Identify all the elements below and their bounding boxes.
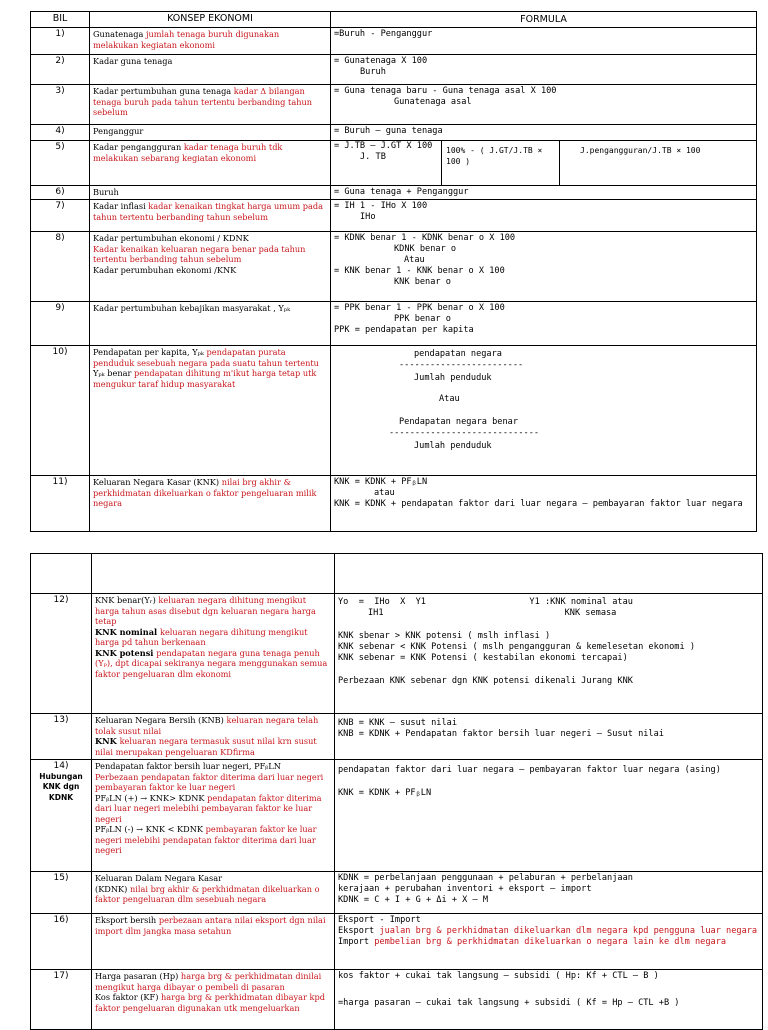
concept-definition: keluaran negara telah tolak susut nilai xyxy=(95,715,319,736)
formula-line: Jumlah penduduk xyxy=(414,373,492,383)
concept-cell xyxy=(92,714,335,760)
concept-term: (KDNK) xyxy=(95,883,130,894)
table-row xyxy=(31,141,757,186)
formula-cell xyxy=(331,141,757,186)
formula-line: Jumlah penduduk xyxy=(414,441,492,451)
concept-definition: harga brg & perkhidmatan dibayar kpd faktor pengeluaran digunakan utk mengeluarkan xyxy=(95,992,325,1013)
concept-cell xyxy=(92,914,335,970)
concept-cell xyxy=(90,141,331,186)
table-row xyxy=(31,232,757,302)
row-number: 4) xyxy=(31,125,90,141)
formula-part-a xyxy=(331,141,442,185)
concept-cell xyxy=(90,125,331,141)
concept-term: Keluaran Dalam Negara Kasar xyxy=(95,873,223,883)
formula-line: KNK = KDNK + PFᵦLN xyxy=(334,477,428,487)
table-row xyxy=(31,186,757,200)
header-bil: BIL xyxy=(31,12,90,28)
concept-definition: pendapatan purata penduduk sesebuah negara pada suatu tahun tertentu xyxy=(93,347,319,368)
import-definition: pembelian brg & perkhidmatan dikeluarkan o negara lain ke dlm negara xyxy=(374,937,727,947)
row-number: 8) xyxy=(31,232,90,302)
concept-definition: nilai brg akhir & perkhidmatan dikeluarkan o faktor pengeluaran milik negara xyxy=(93,477,317,508)
concept-definition: harga brg & perkhidmatan dinilai mengikut harga dibayar o pembeli di pasaran xyxy=(95,971,322,992)
formula-line: = KDNK benar 1 - KDNK benar o X 100 xyxy=(334,233,516,243)
table-row xyxy=(31,914,763,970)
formula-denominator: KDNK benar o xyxy=(394,244,457,254)
formula-line: Yo = IHo X Y1 Y1 :KNK nominal atau xyxy=(338,597,633,607)
formula-line: = J.TB – J.GT X 100 xyxy=(334,141,433,151)
formula-denominator: Buruh xyxy=(360,67,386,77)
formula-cell xyxy=(331,55,757,85)
concept-term: PFᵦLN (-) → KNK < KDNK xyxy=(95,824,206,834)
formula-part-b xyxy=(442,141,560,185)
concept-term: PFᵦLN (+) → KNK> KDNK xyxy=(95,792,208,803)
formula-cell xyxy=(331,232,757,302)
row-number: 5) xyxy=(31,141,90,186)
row-number: 1) xyxy=(31,28,90,55)
formula-part-c xyxy=(560,141,756,185)
header-konsep: KONSEP EKONOMI xyxy=(90,12,331,28)
table-row xyxy=(31,594,763,714)
formula-divider: ------------------------ xyxy=(399,360,524,370)
concept-definition: keluaran negara dihitung mengikut harga pd tahun berkenaan xyxy=(95,626,308,647)
formula-line: KNK sebenar = KNK Potensi ( kestabilan ekonomi tercapai) xyxy=(338,653,628,663)
concept-term: KNK benar(Yᵣ) xyxy=(95,595,159,605)
concept-cell xyxy=(92,970,335,1030)
concept-term: Gunatenaga xyxy=(93,29,146,39)
formula-line: = PPK benar 1 - PPK benar o X 100 xyxy=(334,303,505,313)
formula-denominator: IH1 KNK semasa xyxy=(368,608,617,618)
concept-cell xyxy=(90,476,331,532)
table-row xyxy=(31,872,763,914)
row-number: 12) xyxy=(31,594,92,714)
concept-term: Buruh xyxy=(93,187,119,197)
formula-denominator: PPK benar o xyxy=(394,314,451,324)
formula-line: KDNK = perbelanjaan penggunaan + pelaburan + perbelanjaan xyxy=(338,873,633,883)
table-row xyxy=(31,200,757,232)
formula-line: = Buruh – guna tenaga xyxy=(334,126,443,136)
export-definition: jualan brg & perkhidmatan dikeluarkan dlm negara kpd pengguna luar negara xyxy=(379,926,758,936)
formula-line: KNB = KDNK + Pendapatan faktor bersih luar negeri – Susut nilai xyxy=(338,729,664,739)
formula-line: = Gunatenaga X 100 xyxy=(334,56,428,66)
formula-line: Eksport - Import xyxy=(338,915,421,925)
concept-cell xyxy=(92,594,335,714)
formula-cell xyxy=(331,346,757,476)
formula-denominator: J. TB xyxy=(360,152,386,162)
concept-term: KNK potensi xyxy=(95,647,157,658)
row-number: 15) xyxy=(31,872,92,914)
formula-denominator: KNK benar o xyxy=(394,277,451,287)
concept-definition: pembayaran faktor ke luar negeri melebihi pendapatan faktor diterima dari luar negeri xyxy=(95,824,317,855)
import-label: Import xyxy=(338,937,375,947)
concept-term: Kadar pertumbuhan ekonomi / KDNK xyxy=(93,233,249,243)
formula-line: Perbezaan KNK sebenar dgn KNK potensi dikenali Jurang KNK xyxy=(338,676,633,686)
concept-cell xyxy=(90,302,331,346)
row-number: 7) xyxy=(31,200,90,232)
concept-term: Kadar pertumbuhan guna tenaga xyxy=(93,86,234,96)
concept-term-2: Yₚₖ benar xyxy=(93,368,135,378)
concept-term: Kadar pertumbuhan kebajikan masyarakat , Yₚₖ xyxy=(93,303,291,313)
concept-definition: keluaran negara dihitung mengikut harga tahun asas disebut dgn keluaran negara harga tetap xyxy=(95,595,316,626)
row-number: 2) xyxy=(31,55,90,85)
formula-cell xyxy=(335,594,763,714)
export-label: Eksport xyxy=(338,926,380,936)
formula-line: J.pengangguran/J.TB × 100 xyxy=(580,146,701,155)
formula-line: KNK sbenar > KNK potensi ( mslh inflasi ) xyxy=(338,631,551,641)
formula-line: KNK = KDNK + pendapatan faktor dari luar negara – pembayaran faktor luar negara xyxy=(334,499,743,509)
formula-cell xyxy=(335,760,763,872)
concept-cell xyxy=(90,55,331,85)
formula-line: kerajaan + perubahan inventori + eksport – import xyxy=(338,884,592,894)
header-row xyxy=(31,12,757,28)
concept-term: Keluaran Negara Kasar (KNK) xyxy=(93,477,222,487)
table-row xyxy=(31,476,757,532)
formula-denominator: IHo xyxy=(360,212,376,222)
table-row xyxy=(31,55,757,85)
table-row xyxy=(31,302,757,346)
row-number: 3) xyxy=(31,85,90,125)
concept-cell xyxy=(90,232,331,302)
concept-term: Kadar pengangguran xyxy=(93,142,184,152)
formula-table-1 xyxy=(30,11,757,532)
formula-line: KNB = KNK – susut nilai xyxy=(338,718,457,728)
formula-line: = Guna tenaga baru - Guna tenaga asal X 100 xyxy=(334,86,557,96)
concept-cell xyxy=(92,760,335,872)
header-formula: FORMULA xyxy=(331,12,757,28)
formula-cell xyxy=(331,476,757,532)
concept-definition: pendapatan negara guna tenaga penuh (Yₚ), dpt dicapai sekiranya negara menggunakan semua faktor pengeluaran dlm ekonomi xyxy=(95,647,328,679)
concept-term: Keluaran Negara Bersih (KNB) xyxy=(95,715,227,725)
concept-definition: perbezaan antara nilai eksport dgn nilai import dlm jangka masa setahun xyxy=(95,915,326,936)
concept-cell xyxy=(92,872,335,914)
row-number: 6) xyxy=(31,186,90,200)
concept-definition: kadar kenaikan tingkat harga umum pada tahun tertentu berbanding tahun sebelum xyxy=(93,201,323,222)
concept-term: Kos faktor (KF) xyxy=(95,992,162,1002)
formula-cell xyxy=(331,28,757,55)
formula-cell xyxy=(331,125,757,141)
concept-term: Penganggur xyxy=(93,126,144,136)
concept-cell xyxy=(90,186,331,200)
concept-term: KNK xyxy=(95,736,120,746)
formula-line: = Guna tenaga + Penganggur xyxy=(334,187,469,197)
concept-term: Pendapatan per kapita, Yₚₖ xyxy=(93,347,207,357)
formula-table-2 xyxy=(30,553,763,1030)
formula-cell xyxy=(331,200,757,232)
formula-line: KNK sebenar < KNK Potensi ( mslh pengangguran & kemelesetan ekonomi ) xyxy=(338,642,695,652)
table-row xyxy=(31,714,763,760)
formula-line: =harga pasaran – cukai tak langsung + subsidi ( Kf = Hp – CTL +B ) xyxy=(338,998,680,1008)
formula-line: 100% - ( J.GT/J.TB × 100 ) xyxy=(446,146,543,166)
formula-line: =Buruh - Penganggur xyxy=(334,29,433,39)
concept-definition: kadar tenaga buruh tdk melakukan sebarang kegiatan ekonomi xyxy=(93,142,283,163)
concept-term-2: Kadar perumbuhan ekonomi /KNK xyxy=(93,264,237,275)
concept-term: KNK nominal xyxy=(95,626,160,637)
formula-line: pendapatan negara xyxy=(414,349,502,359)
concept-definition: kadar Δ bilangan tenaga buruh pada tahun tertentu berbanding tahun sebelum xyxy=(93,86,313,117)
formula-or: Atau xyxy=(439,394,460,404)
formula-line: KNK = KDNK + PFᵦLN xyxy=(338,788,432,798)
formula-line: = KNK benar 1 - KNK benar o X 100 xyxy=(334,266,505,276)
table-row xyxy=(31,970,763,1030)
row-number: 10) xyxy=(31,346,90,476)
relation-label: Hubungan KNK dgn KDNK xyxy=(39,771,83,802)
row-number: 13) xyxy=(31,714,92,760)
concept-definition: nilai brg akhir & perkhidmatan dikeluarkan o faktor pengeluaran dlm sesebuah negara xyxy=(95,883,320,904)
row-number: 9) xyxy=(31,302,90,346)
row-number: 11) xyxy=(31,476,90,532)
concept-definition: pendapatan faktor diterima dari luar negeri melebihi pembayaran faktor ke luar negeri xyxy=(95,792,322,824)
blank-cell xyxy=(31,554,92,594)
formula-cell xyxy=(331,85,757,125)
blank-header-row xyxy=(31,554,763,594)
table-row xyxy=(31,28,757,55)
row-number-cell xyxy=(31,760,92,872)
concept-definition: Perbezaan pendapatan faktor diterima dari luar negeri pembayaran faktor ke luar negeri xyxy=(95,771,324,792)
formula-cell xyxy=(335,714,763,760)
row-number: 14) xyxy=(53,761,69,771)
blank-cell xyxy=(335,554,763,594)
formula-cell xyxy=(335,914,763,970)
table-row xyxy=(31,346,757,476)
concept-term: Kadar guna tenaga xyxy=(93,56,173,66)
blank-cell xyxy=(92,554,335,594)
formula-cell xyxy=(335,872,763,914)
formula-cell xyxy=(331,302,757,346)
table-row xyxy=(31,85,757,125)
concept-definition-2: pendapatan dihitung m'ikut harga tetap utk mengukur taraf hidup masyarakat xyxy=(93,368,317,389)
formula-or: Atau xyxy=(404,255,425,265)
formula-note: PPK = pendapatan per kapita xyxy=(334,325,474,335)
row-number: 17) xyxy=(31,970,92,1030)
concept-cell xyxy=(90,200,331,232)
concept-term: Eksport bersih xyxy=(95,915,159,925)
concept-definition: jumlah tenaga buruh digunakan melakukan kegiatan ekonomi xyxy=(93,29,280,50)
formula-divider: ----------------------------- xyxy=(389,428,540,438)
concept-term: Kadar inflasi xyxy=(93,201,149,211)
concept-term: Harga pasaran (Hp) xyxy=(95,971,181,981)
formula-denominator: Gunatenaga asal xyxy=(394,97,472,107)
table-row xyxy=(31,125,757,141)
concept-definition: Kadar kenaikan keluaran negara benar pada tahun tertentu berbanding tahun sebelum xyxy=(93,243,306,264)
formula-line: pendapatan faktor dari luar negara – pembayaran faktor luar negara (asing) xyxy=(338,765,721,775)
formula-cell xyxy=(331,186,757,200)
formula-or: atau xyxy=(374,488,395,498)
concept-definition: keluaran negara termasuk susut nilai krn susut nilai merupakan pengeluaran KDfirma xyxy=(95,736,317,757)
formula-cell xyxy=(335,970,763,1030)
formula-line: kos faktor + cukai tak langsung – subsidi ( Hp: Kf + CTL – B ) xyxy=(338,971,659,981)
formula-line: Pendapatan negara benar xyxy=(399,417,518,427)
concept-cell xyxy=(90,346,331,476)
formula-line: = IH 1 - IHo X 100 xyxy=(334,201,428,211)
formula-line: KDNK = C + I + G + Δi + X – M xyxy=(338,895,489,905)
concept-cell xyxy=(90,28,331,55)
concept-cell xyxy=(90,85,331,125)
row-number: 16) xyxy=(31,914,92,970)
concept-term: Pendapatan faktor bersih luar negeri, PFᵦLN xyxy=(95,761,281,771)
table-row xyxy=(31,760,763,872)
